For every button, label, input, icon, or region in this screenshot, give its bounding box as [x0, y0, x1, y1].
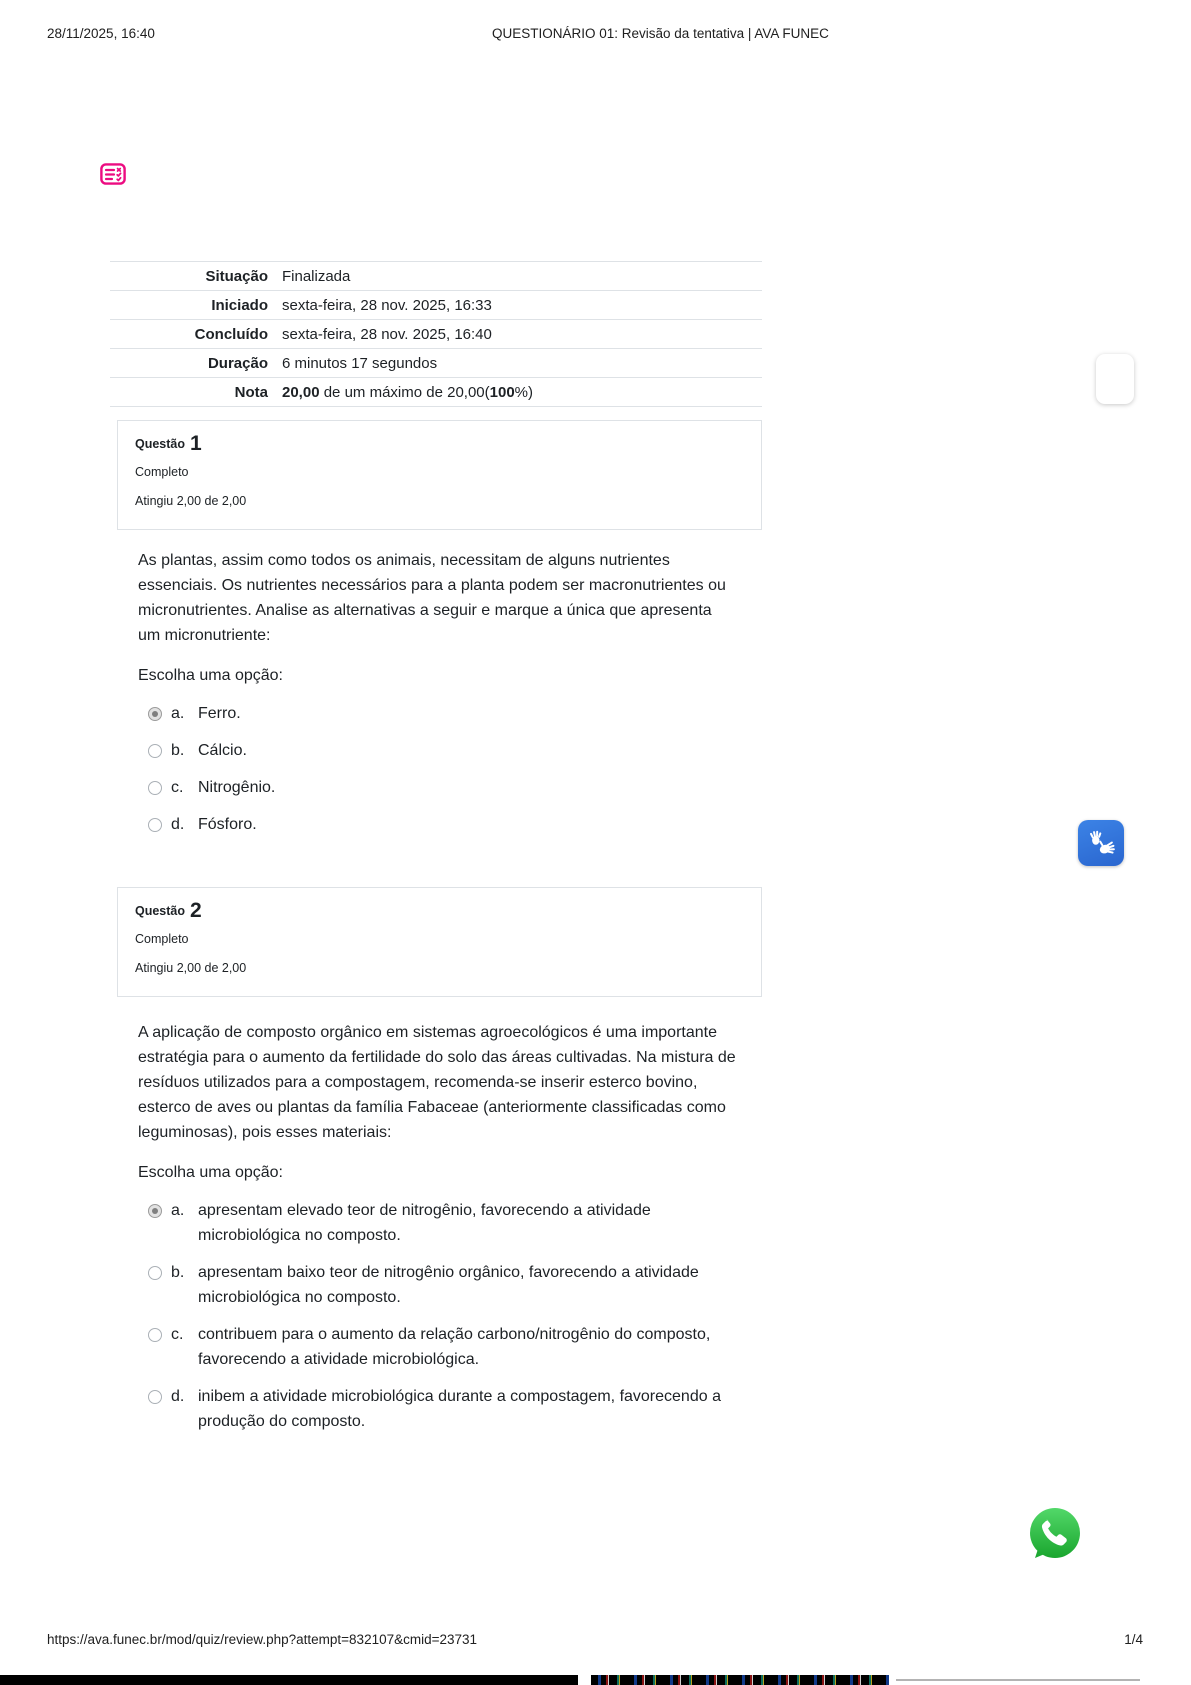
- option-letter: a.: [171, 1202, 185, 1219]
- grade-suffix: %): [514, 383, 534, 401]
- attempt-summary-table: [110, 261, 762, 407]
- option-text: Fósforo.: [198, 816, 257, 833]
- row-value: 6 minutos 17 segundos: [282, 354, 438, 372]
- option-letter: b.: [171, 1264, 185, 1281]
- grade-middle-text: de um máximo de 20,00(: [319, 383, 490, 401]
- table-row-grade: [110, 377, 762, 406]
- radio-option-d[interactable]: [148, 1390, 162, 1404]
- answer-option-a[interactable]: [138, 701, 750, 726]
- option-letter: d.: [171, 1388, 185, 1405]
- sign-language-hands-icon: [1081, 823, 1121, 863]
- option-text: Ferro.: [198, 705, 241, 722]
- table-row: [110, 319, 762, 348]
- grade-value: [282, 384, 533, 401]
- question-number: 2: [190, 899, 202, 922]
- option-text: Cálcio.: [198, 742, 247, 759]
- radio-option-c[interactable]: [148, 781, 162, 795]
- print-header-title: QUESTIONÁRIO 01: Revisão da tentativa | AVA FUNEC: [492, 26, 829, 41]
- question-state: Completo: [135, 465, 189, 479]
- hand-talk-button[interactable]: [1078, 820, 1124, 866]
- taskbar-sliver: [0, 1675, 578, 1685]
- row-value: sexta-feira, 28 nov. 2025, 16:33: [282, 296, 492, 314]
- question-grade: Atingiu 2,00 de 2,00: [135, 494, 247, 508]
- question-2-content: [138, 1020, 750, 1446]
- radio-option-b[interactable]: [148, 744, 162, 758]
- question-text: As plantas, assim como todos os animais, necessitam de alguns nutrientes essenciais. Os nutrientes necessários para a planta podem ser macronutrientes ou micronutrientes. Analise as alternativas a seguir e marque a única que apresenta um micronutriente:: [138, 552, 726, 644]
- radio-option-b[interactable]: [148, 1266, 162, 1280]
- grade-percent: 100: [489, 383, 515, 401]
- question-label: Questão: [135, 437, 186, 451]
- grade-number: 20,00: [282, 383, 320, 401]
- row-value: sexta-feira, 28 nov. 2025, 16:40: [282, 325, 492, 343]
- table-row: [110, 290, 762, 319]
- option-text: Nitrogênio.: [198, 779, 276, 796]
- option-letter: c.: [171, 779, 184, 796]
- radio-option-d[interactable]: [148, 818, 162, 832]
- option-text: apresentam baixo teor de nitrogênio orgânico, favorecendo a atividade microbiológica no composto.: [198, 1264, 699, 1306]
- whatsapp-icon: [1026, 1505, 1084, 1563]
- option-text: contribuem para o aumento da relação carbono/nitrogênio do composto, favorecendo a atividade microbiológica.: [198, 1326, 711, 1368]
- question-grade: Atingiu 2,00 de 2,00: [135, 961, 247, 975]
- question-title: [135, 901, 744, 921]
- row-label: Nota: [234, 383, 268, 401]
- taskbar-sliver-icons: [591, 1675, 889, 1685]
- row-label: Duração: [207, 354, 268, 372]
- question-text: A aplicação de composto orgânico em sistemas agroecológicos é uma importante estratégia para o aumento da fertilidade do solo das áreas cultivadas. Na mistura de resíduos utilizados para a compostagem, recomenda-se inserir esterco bovino, esterco de aves ou plantas da família Fabaceae (anteriormente classificadas como leguminosas), pois esses materiais:: [138, 1024, 736, 1141]
- taskbar-sliver-line: [896, 1679, 1140, 1681]
- print-footer-page-number: 1/4: [1124, 1632, 1143, 1647]
- question-2-info-box: [117, 887, 762, 997]
- question-state: Completo: [135, 932, 189, 946]
- answer-option-a[interactable]: [138, 1198, 750, 1248]
- option-letter: b.: [171, 742, 185, 759]
- option-text: apresentam elevado teor de nitrogênio, favorecendo a atividade microbiológica no composto.: [198, 1202, 651, 1244]
- question-number: 1: [190, 432, 202, 455]
- answer-option-c[interactable]: [138, 1322, 750, 1372]
- print-header-datetime: 28/11/2025, 16:40: [47, 26, 155, 41]
- answer-option-c[interactable]: [138, 775, 750, 800]
- quiz-checklist-icon: [99, 160, 127, 188]
- radio-option-a[interactable]: [148, 707, 162, 721]
- print-footer-url: https://ava.funec.br/mod/quiz/review.php?attempt=832107&cmid=23731: [47, 1632, 478, 1647]
- choose-option-label: Escolha uma opção:: [138, 667, 283, 684]
- question-1-info-box: [117, 420, 762, 530]
- table-row: [110, 348, 762, 377]
- row-value: Finalizada: [282, 267, 351, 285]
- option-text: inibem a atividade microbiológica durante a compostagem, favorecendo a produção do composto.: [198, 1388, 721, 1430]
- answer-option-b[interactable]: [138, 1260, 750, 1310]
- whatsapp-button[interactable]: [1026, 1505, 1084, 1563]
- answer-option-d[interactable]: [138, 1384, 750, 1434]
- option-letter: c.: [171, 1326, 184, 1343]
- option-letter: a.: [171, 705, 185, 722]
- answer-option-b[interactable]: [138, 738, 750, 763]
- row-label: Concluído: [194, 325, 268, 343]
- row-label: Situação: [205, 267, 268, 285]
- choose-option-label: Escolha uma opção:: [138, 1164, 283, 1181]
- option-letter: d.: [171, 816, 185, 833]
- question-label: Questão: [135, 904, 186, 918]
- question-title: [135, 434, 744, 454]
- question-1-content: [138, 548, 750, 849]
- answer-option-d[interactable]: [138, 812, 750, 837]
- radio-option-a[interactable]: [148, 1204, 162, 1218]
- table-row: [110, 261, 762, 290]
- radio-option-c[interactable]: [148, 1328, 162, 1342]
- side-panel-tab[interactable]: [1096, 354, 1134, 404]
- row-label: Iniciado: [211, 296, 268, 314]
